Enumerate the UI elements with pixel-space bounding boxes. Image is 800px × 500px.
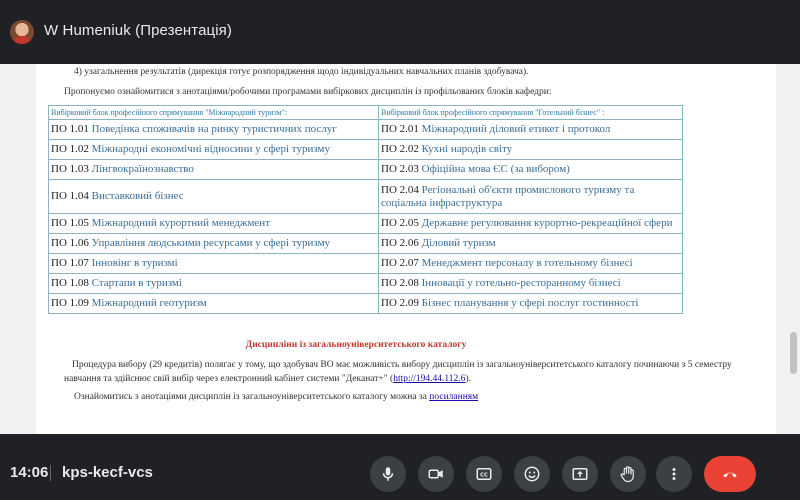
hotel-course-cell (379, 294, 683, 314)
catalog-text: Ознайомитись з анотаціями дисциплін із загальноуніверситетського каталогу можна за (74, 392, 430, 402)
disciplines-table (48, 105, 683, 314)
course-code: ПО 1.06 (51, 237, 89, 249)
header-tourism: Вибірковий блок професійного спрямування "Міжнародний туризм": (49, 106, 379, 120)
table-row (49, 140, 683, 160)
course-link[interactable]: Інновації у готельно-ресторанному бізнесі (421, 277, 621, 289)
presenter-title: W Humeniuk (Презентація) (44, 22, 232, 39)
tourism-course-cell (49, 214, 379, 234)
course-link[interactable]: Регіональні об'єкти промислового туризму та соціальна інфраструктура (381, 183, 635, 209)
tourism-course-cell (49, 274, 379, 294)
course-code: ПО 2.07 (381, 257, 419, 269)
course-code: ПО 1.02 (51, 143, 89, 155)
tourism-course-cell (49, 120, 379, 140)
reactions-button[interactable] (514, 456, 550, 492)
hotel-course-cell (379, 234, 683, 254)
procedure-end: ). (465, 374, 471, 384)
present-screen-button[interactable] (562, 456, 598, 492)
course-link[interactable]: Менеджмент персоналу в готельному бізнесі (421, 257, 633, 269)
table-row (49, 254, 683, 274)
table-row (49, 234, 683, 254)
hotel-course-cell (379, 180, 683, 214)
course-link[interactable]: Поведінка споживачів на ринку туристичних послуг (91, 123, 337, 135)
document-page (36, 64, 776, 434)
present-icon (571, 465, 589, 483)
procedure-text: Процедура вибору (29 кредитів) полягає у тому, що здобувач ВО має можливість вибору дисциплін із загальноуніверситетського каталогу починаючи з 5 семестру навчання та здійснює свій вибір через електронний кабінет системи "Деканат+" ( (64, 360, 732, 384)
table-row (49, 120, 683, 140)
end-call-button[interactable] (704, 456, 756, 492)
course-link[interactable]: Міжнародні економічні відносини у сфері туризму (91, 143, 330, 155)
microphone-button[interactable] (370, 456, 406, 492)
procedure-paragraph (64, 358, 744, 386)
tourism-course-cell (49, 254, 379, 274)
course-code: ПО 1.04 (51, 190, 89, 202)
course-link[interactable]: Міжнародний курортний менеджмент (91, 217, 270, 229)
tourism-course-cell (49, 234, 379, 254)
course-link[interactable]: Міжнародний діловий етикет і протокол (421, 123, 611, 135)
tourism-course-cell (49, 180, 379, 214)
course-link[interactable]: Стартапи в туризмі (91, 277, 182, 289)
course-code: ПО 1.09 (51, 297, 89, 309)
catalog-link[interactable]: посиланням (429, 392, 479, 402)
course-code: ПО 1.03 (51, 163, 89, 175)
course-link[interactable]: Бізнес планування у сфері послуг гостинності (421, 297, 639, 309)
course-code: ПО 1.07 (51, 257, 89, 269)
catalog-section-title: Дисципліни із загальноуніверситетського каталогу (245, 340, 467, 350)
hotel-course-cell (379, 214, 683, 234)
course-code: ПО 1.05 (51, 217, 89, 229)
tourism-course-cell (49, 294, 379, 314)
hotel-course-cell (379, 254, 683, 274)
scrollbar-thumb[interactable] (790, 332, 797, 374)
course-code: ПО 1.01 (51, 123, 89, 135)
more-options-button[interactable] (656, 456, 692, 492)
hotel-course-cell (379, 120, 683, 140)
course-code: ПО 2.04 (381, 183, 419, 196)
course-link[interactable]: Інновінг в туризмі (91, 257, 178, 269)
microphone-icon (379, 465, 397, 483)
raise-hand-button[interactable] (610, 456, 646, 492)
svg-text:CC: CC (480, 472, 488, 479)
hotel-course-cell (379, 274, 683, 294)
hotel-course-cell (379, 140, 683, 160)
clock-time: 14:06 (10, 464, 49, 481)
tourism-course-cell (49, 140, 379, 160)
captions-button[interactable] (466, 456, 502, 492)
course-code: ПО 2.05 (381, 217, 419, 229)
course-link[interactable]: Міжнародний геотуризм (91, 297, 207, 309)
table-header-row (49, 106, 683, 120)
course-link[interactable]: Лінгвокраїнознавство (91, 163, 194, 175)
course-link[interactable]: Кухні народів світу (421, 143, 513, 155)
shared-screen (0, 64, 800, 434)
table-row (49, 214, 683, 234)
course-link[interactable]: Офіційна мова ЄС (за вибором) (421, 163, 570, 175)
more-vert-icon (665, 465, 683, 483)
camera-icon (427, 465, 445, 483)
presenter-avatar (10, 20, 34, 44)
course-code: ПО 1.08 (51, 277, 89, 289)
hand-icon (619, 465, 637, 483)
deanery-link[interactable]: http://194.44.112.6 (393, 374, 466, 384)
course-code: ПО 2.09 (381, 297, 419, 309)
course-code: ПО 2.03 (381, 163, 419, 175)
course-link[interactable]: Діловий туризм (421, 237, 496, 249)
captions-icon (475, 465, 493, 483)
hotel-course-cell (379, 160, 683, 180)
course-link[interactable]: Управління людськими ресурсами у сфері туризму (91, 237, 331, 249)
meeting-code[interactable]: kps-kecf-vcs (62, 464, 153, 481)
divider (50, 465, 51, 481)
course-code: ПО 2.06 (381, 237, 419, 249)
table-row (49, 274, 683, 294)
camera-button[interactable] (418, 456, 454, 492)
catalog-paragraph (74, 392, 478, 402)
course-link[interactable]: Виставковий бізнес (91, 190, 184, 202)
tourism-course-cell (49, 160, 379, 180)
course-code: ПО 2.01 (381, 123, 419, 135)
scrollbar-track[interactable] (788, 64, 800, 434)
course-link[interactable]: Державне регулювання курортно-рекреаційної сфери (421, 217, 673, 229)
table-row (49, 294, 683, 314)
hang-up-icon (721, 465, 739, 483)
course-code: ПО 2.02 (381, 143, 419, 155)
bottom-bar (0, 434, 800, 500)
top-bar (0, 0, 800, 62)
emoji-icon (523, 465, 541, 483)
table-row (49, 180, 683, 214)
header-hotel: Вибірковий блок професійного спрямування "Готельний бізнес" : (379, 106, 683, 120)
item-4-text: 4) узагальнення результатів (дирекція готує розпорядження щодо індивідуальних навчальних планів здобувача). (74, 67, 529, 77)
table-row (49, 160, 683, 180)
course-code: ПО 2.08 (381, 277, 419, 289)
intro-text: Пропонуємо ознайомитися з анотаціями/робочими програмами вибіркових дисциплін із профільованих блоків кафедри: (64, 87, 552, 97)
